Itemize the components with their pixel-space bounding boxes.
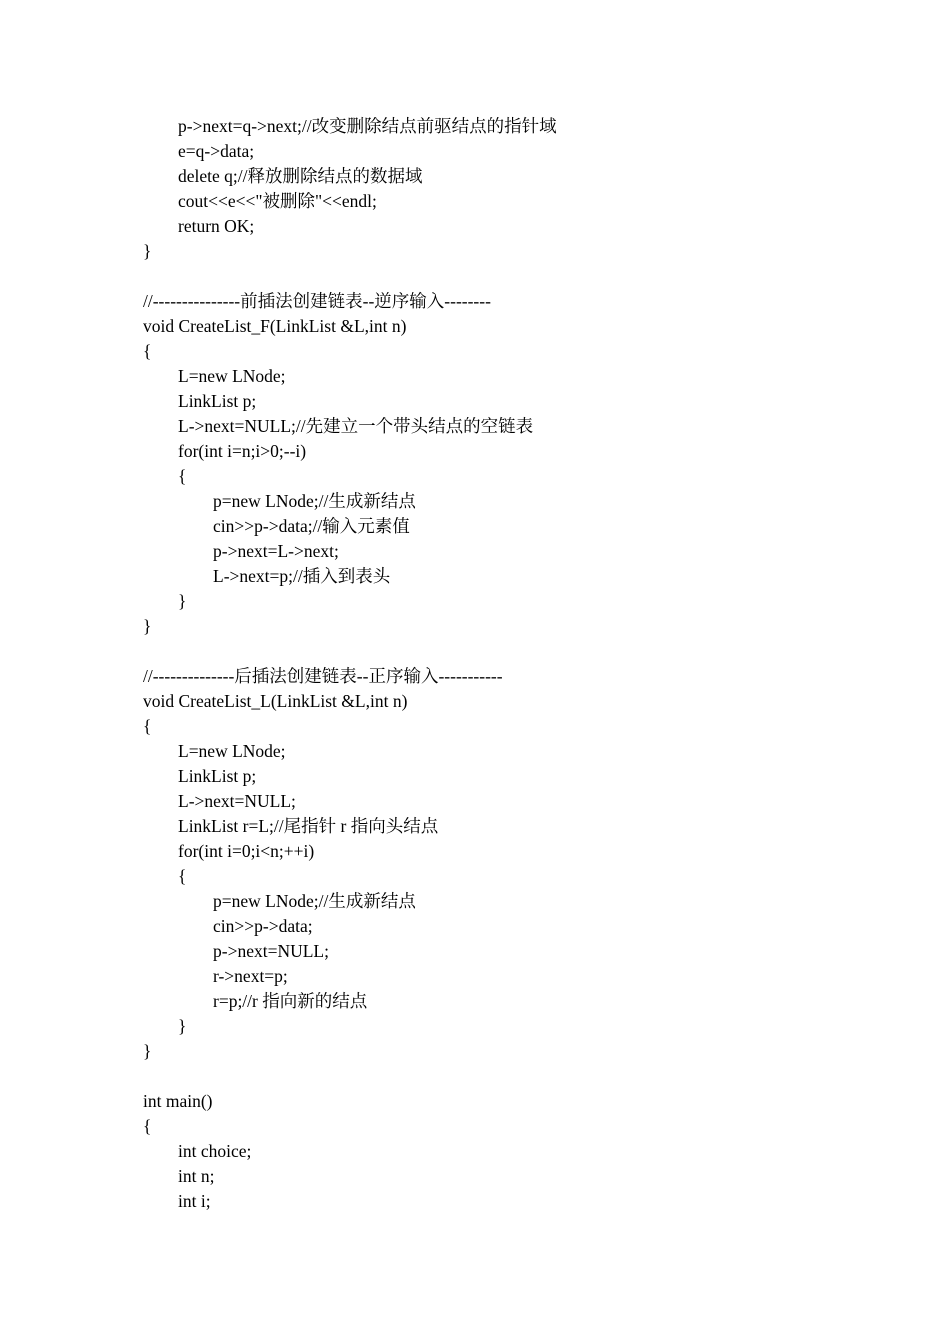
code-line: delete q;//释放删除结点的数据域 — [178, 166, 423, 186]
code-line — [143, 264, 557, 289]
code-line: { — [178, 866, 187, 886]
code-line: p=new LNode;//生成新结点 — [213, 891, 416, 911]
code-line: return OK; — [178, 216, 255, 236]
code-line: LinkList p; — [178, 391, 257, 411]
code-line: L->next=NULL;//先建立一个带头结点的空链表 — [178, 416, 534, 436]
code-line: int choice; — [178, 1141, 252, 1161]
code-line: int n; — [178, 1166, 215, 1186]
code-line: LinkList p; — [178, 766, 257, 786]
code-line: L=new LNode; — [178, 741, 286, 761]
code-line: { — [143, 716, 152, 736]
code-block — [143, 114, 557, 1214]
code-line: int main() — [143, 1091, 213, 1111]
code-line: { — [178, 466, 187, 486]
code-line: for(int i=n;i>0;--i) — [178, 441, 307, 461]
code-line — [143, 1064, 557, 1089]
code-line: LinkList r=L;//尾指针 r 指向头结点 — [178, 816, 439, 836]
code-line: } — [143, 1041, 152, 1061]
code-line: p=new LNode;//生成新结点 — [213, 491, 416, 511]
code-line: void CreateList_L(LinkList &L,int n) — [143, 691, 408, 711]
code-line: { — [143, 1116, 152, 1136]
code-line: e=q->data; — [178, 141, 255, 161]
code-line: void CreateList_F(LinkList &L,int n) — [143, 316, 407, 336]
code-line: L=new LNode; — [178, 366, 286, 386]
code-line: for(int i=0;i<n;++i) — [178, 841, 315, 861]
code-line: cin>>p->data; — [213, 916, 313, 936]
code-line: } — [143, 241, 152, 261]
code-line: p->next=q->next;//改变删除结点前驱结点的指针域 — [178, 116, 557, 136]
code-line: } — [178, 591, 187, 611]
code-line: } — [143, 616, 152, 636]
code-line: L->next=p;//插入到表头 — [213, 566, 391, 586]
code-line: r->next=p; — [213, 966, 288, 986]
code-line: { — [143, 341, 152, 361]
code-line: cout<<e<<"被删除"<<endl; — [178, 191, 377, 211]
code-line: //---------------前插法创建链表--逆序输入-------- — [143, 291, 491, 311]
code-line: L->next=NULL; — [178, 791, 296, 811]
code-line: cin>>p->data;//输入元素值 — [213, 516, 410, 536]
code-line: int i; — [178, 1191, 211, 1211]
code-line: } — [178, 1016, 187, 1036]
code-line: p->next=NULL; — [213, 941, 329, 961]
code-line: p->next=L->next; — [213, 541, 339, 561]
code-line: r=p;//r 指向新的结点 — [213, 991, 368, 1011]
code-line — [143, 639, 557, 664]
code-line: //--------------后插法创建链表--正序输入----------- — [143, 666, 503, 686]
